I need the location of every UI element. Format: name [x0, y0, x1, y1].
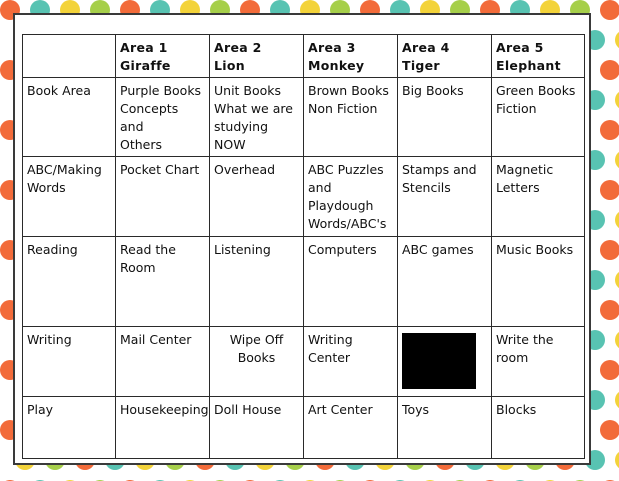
area-animal: Elephant	[496, 58, 561, 73]
area-number: Area 5	[496, 40, 544, 55]
cell: Listening	[210, 237, 304, 327]
polka-dot	[615, 90, 619, 110]
cell: Doll House	[210, 397, 304, 459]
polka-dot	[600, 360, 619, 380]
row-label-reading: Reading	[23, 237, 116, 327]
cell: Stamps and Stencils	[398, 157, 492, 237]
area-animal: Giraffe	[120, 58, 171, 73]
cell: Green Books Fiction	[492, 78, 585, 157]
polka-dot	[600, 180, 619, 200]
header-area-2	[210, 35, 304, 78]
polka-dot	[600, 420, 619, 440]
polka-dot	[600, 120, 619, 140]
table-row	[23, 157, 585, 237]
row-label-play: Play	[23, 397, 116, 459]
header-area-4	[398, 35, 492, 78]
table-row	[23, 78, 585, 157]
header-area-1	[116, 35, 210, 78]
redaction-box	[402, 333, 476, 389]
cell: Housekeeping	[116, 397, 210, 459]
row-label-abc-making-words: ABC/Making Words	[23, 157, 116, 237]
area-number: Area 2	[214, 40, 262, 55]
cell: Brown Books Non Fiction	[304, 78, 398, 157]
polka-dot	[615, 30, 619, 50]
row-label-writing: Writing	[23, 327, 116, 397]
polka-dot	[615, 390, 619, 410]
cell: Overhead	[210, 157, 304, 237]
polka-dot	[615, 330, 619, 350]
polka-dot	[615, 150, 619, 170]
cell: ABC Puzzles and Playdough Words/ABC's	[304, 157, 398, 237]
cell: Music Books	[492, 237, 585, 327]
cell: Magnetic Letters	[492, 157, 585, 237]
table-row	[23, 237, 585, 327]
polka-dot	[600, 0, 619, 20]
header-area-5	[492, 35, 585, 78]
polka-dot	[600, 60, 619, 80]
area-animal: Monkey	[308, 58, 365, 73]
cell-redacted	[398, 327, 492, 397]
cell: Blocks	[492, 397, 585, 459]
cell: Wipe Off Books	[210, 327, 304, 397]
table-row	[23, 397, 585, 459]
cell: Mail Center	[116, 327, 210, 397]
polka-dot	[600, 300, 619, 320]
cell: Read the Room	[116, 237, 210, 327]
cell: Writing Center	[304, 327, 398, 397]
cell: Art Center	[304, 397, 398, 459]
area-number: Area 4	[402, 40, 450, 55]
polka-dot	[600, 240, 619, 260]
area-number: Area 1	[120, 40, 168, 55]
cell: ABC games	[398, 237, 492, 327]
polka-dot	[615, 450, 619, 470]
area-number: Area 3	[308, 40, 356, 55]
cell: Unit Books What we are studying NOW	[210, 78, 304, 157]
cell: Big Books	[398, 78, 492, 157]
area-animal: Lion	[214, 58, 245, 73]
polka-dot	[615, 270, 619, 290]
row-label-book-area: Book Area	[23, 78, 116, 157]
cell: Toys	[398, 397, 492, 459]
header-row	[23, 35, 585, 78]
cell: Write the room	[492, 327, 585, 397]
header-area-3	[304, 35, 398, 78]
table-row	[23, 327, 585, 397]
polka-dot	[615, 210, 619, 230]
cell: Pocket Chart	[116, 157, 210, 237]
header-corner-cell	[23, 35, 116, 78]
literacy-centers-table	[22, 34, 585, 459]
cell: Purple Books Concepts and Others	[116, 78, 210, 157]
cell: Computers	[304, 237, 398, 327]
area-animal: Tiger	[402, 58, 440, 73]
